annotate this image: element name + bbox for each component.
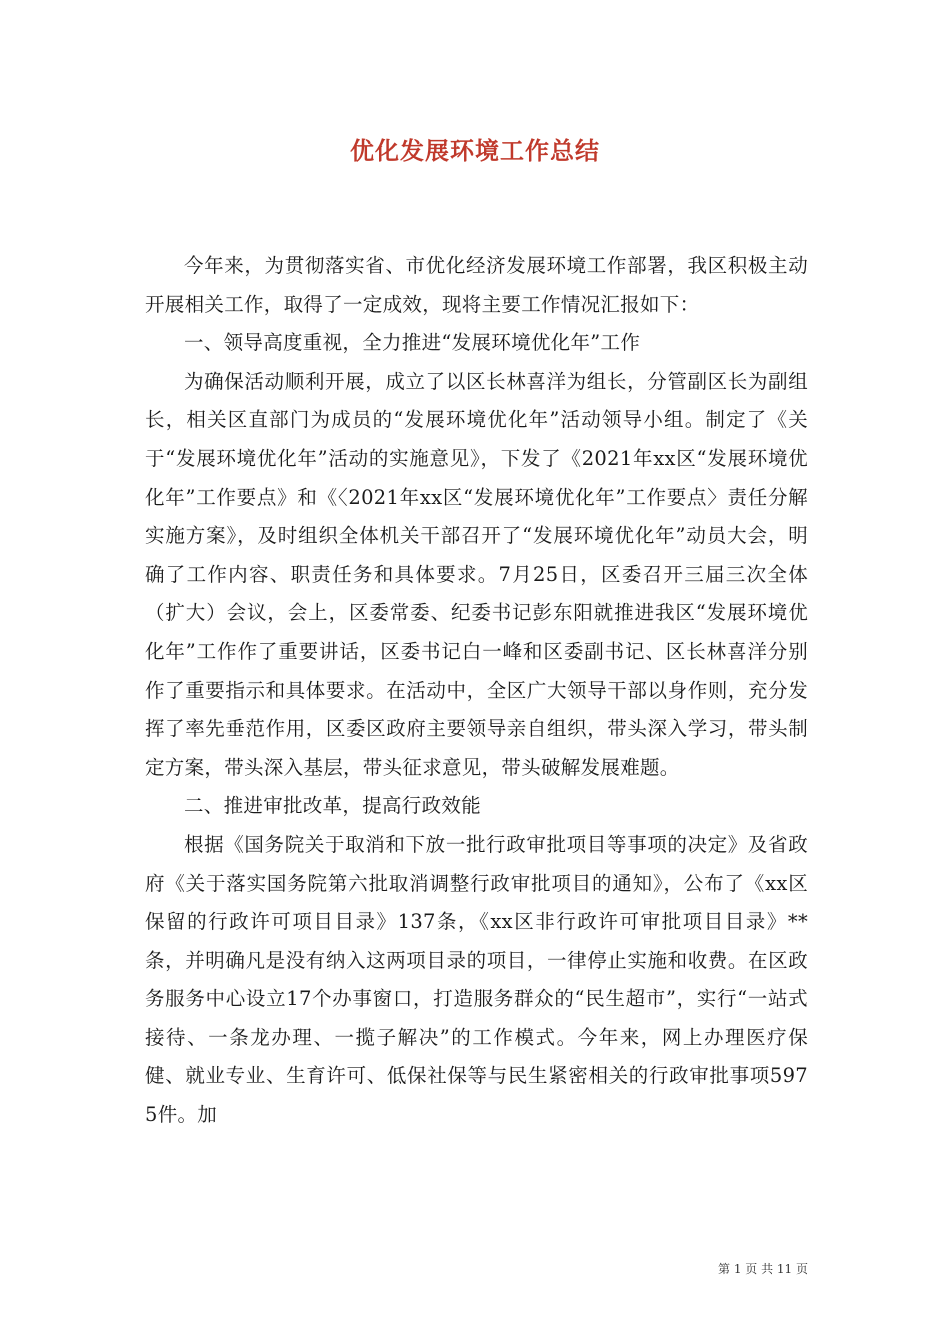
page-number-footer: 第 1 页 共 11 页	[718, 1262, 808, 1276]
section-heading-1: 一、领导高度重视，全力推进“发展环境优化年”工作	[184, 331, 641, 355]
section-1-paragraph: 为确保活动顺利开展，成立了以区长林喜洋为组长，分管副区长为副组长，相关区直部门为成员的“发展环境优化年”活动领导小组。制定了《关于“发展环境优化年”活动的实施意见》，下发了《2021年xx区“发展环境优化年”工作要点》和《〈2021年xx区“发展环境优化年”工作要点〉责任分解实施方案》，及时组织全体机关干部召开了“发展环境优化年”动员大会，明确了工作内容、职责任务和具体要求。7月25日，区委召开三届三次全体（扩大）会议，会上，区委常委、纪委书记彭东阳就推进我区“发展环境优化年”工作作了重要讲话，区委书记白一峰和区委副书记、区长林喜洋分别作了重要指示和具体要求。在活动中，全区广大领导干部以身作则，充分发挥了率先垂范作用，区委区政府主要领导亲自组织，带头深入学习，带头制定方案，带头深入基层，带头征求意见，带头破解发展难题。	[145, 369, 808, 779]
section-heading-2: 二、推进审批改革，提高行政效能	[184, 794, 482, 818]
document-body	[145, 247, 808, 1135]
intro-paragraph: 今年来，为贯彻落实省、市优化经济发展环境工作部署，我区积极主动开展相关工作，取得了一定成效，现将主要工作情况汇报如下：	[145, 254, 808, 316]
document-title: 优化发展环境工作总结	[350, 136, 600, 165]
section-2-paragraph: 根据《国务院关于取消和下放一批行政审批项目等事项的决定》及省政府《关于落实国务院第六批取消调整行政审批项目的通知》，公布了《xx区保留的行政许可项目目录》137条，《xx区非行政许可审批项目目录》**条，并明确凡是没有纳入这两项目录的项目，一律停止实施和收费。在区政务服务中心设立17个办事窗口，打造服务群众的“民生超市”，实行“一站式接待、一条龙办理、一揽子解决”的工作模式。今年来，网上办理医疗保健、就业专业、生育许可、低保社保等与民生紧密相关的行政审批事项5975件。加	[145, 832, 808, 1127]
